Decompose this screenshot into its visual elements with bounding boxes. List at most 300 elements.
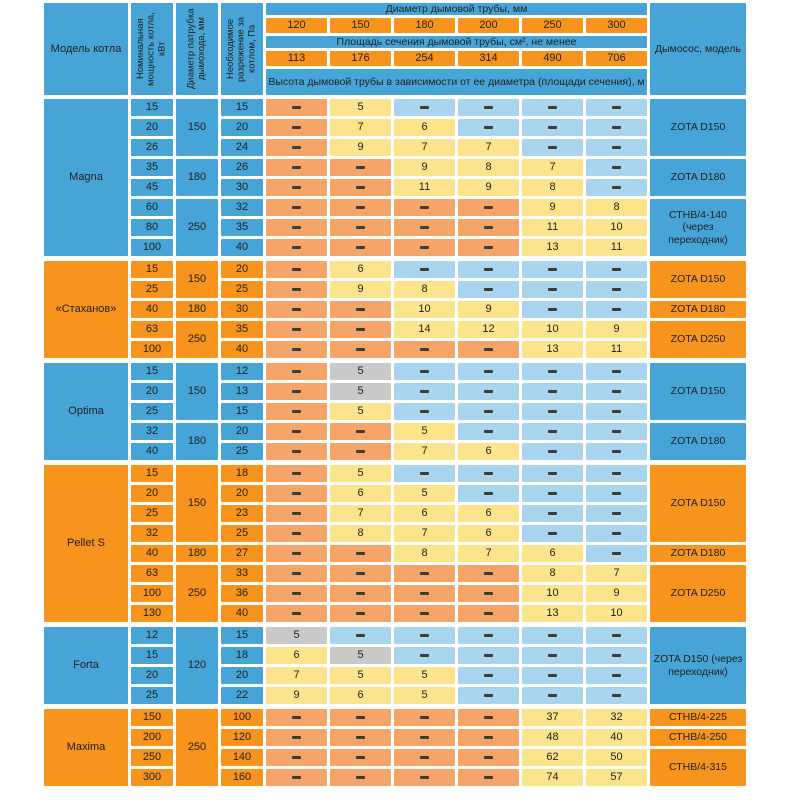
model-cell: «Стаханов» — [44, 261, 128, 358]
dash-icon — [292, 246, 301, 249]
power-cell: 63 — [131, 321, 173, 338]
height-value-cell — [266, 281, 327, 298]
diameter-value: 200 — [458, 18, 519, 33]
power-cell: 15 — [131, 363, 173, 380]
patrubok-cell: 250 — [176, 709, 218, 786]
height-value-cell — [394, 627, 455, 644]
height-value-cell — [394, 341, 455, 358]
height-value-cell: 11 — [586, 239, 647, 256]
vacuum-cell: 36 — [221, 585, 263, 602]
dash-icon — [292, 106, 301, 109]
height-value-cell: 6 — [522, 545, 583, 562]
dash-icon — [420, 370, 429, 373]
dash-icon — [548, 410, 557, 413]
dash-icon — [612, 146, 621, 149]
patrubok-cell: 250 — [176, 565, 218, 622]
patrubok-cell: 180 — [176, 301, 218, 318]
height-value-cell — [586, 647, 647, 664]
height-value-cell — [458, 239, 519, 256]
dash-icon — [612, 512, 621, 515]
dash-icon — [356, 776, 365, 779]
height-value-cell — [458, 465, 519, 482]
height-value-cell — [266, 261, 327, 278]
height-value-cell — [266, 99, 327, 116]
power-header: Номинальная мощность котла, кВт — [131, 3, 173, 95]
model-cell: Optima — [44, 363, 128, 460]
dash-icon — [484, 572, 493, 575]
dash-icon — [420, 736, 429, 739]
diameter-value: 120 — [266, 18, 327, 33]
dash-icon — [292, 186, 301, 189]
height-value-cell — [458, 687, 519, 704]
height-value-cell: 9 — [266, 687, 327, 704]
dash-icon — [292, 206, 301, 209]
dash-icon — [292, 410, 301, 413]
dash-icon — [292, 226, 301, 229]
dash-icon — [292, 716, 301, 719]
height-value-cell: 12 — [458, 321, 519, 338]
dash-icon — [612, 410, 621, 413]
dash-icon — [548, 268, 557, 271]
dash-icon — [612, 106, 621, 109]
height-value-cell — [458, 383, 519, 400]
height-value-cell — [266, 321, 327, 338]
height-value-cell: 7 — [394, 443, 455, 460]
height-value-cell — [522, 99, 583, 116]
power-cell: 32 — [131, 525, 173, 542]
vacuum-cell: 15 — [221, 403, 263, 420]
dash-icon — [292, 348, 301, 351]
dash-icon — [292, 308, 301, 311]
dash-icon — [612, 694, 621, 697]
height-value-cell — [522, 403, 583, 420]
vacuum-cell: 20 — [221, 423, 263, 440]
height-value-cell: 9 — [522, 199, 583, 216]
diameter-value: 150 — [330, 18, 391, 33]
height-value-cell — [266, 341, 327, 358]
dash-icon — [292, 612, 301, 615]
dash-icon — [484, 592, 493, 595]
diameter-value: 300 — [586, 18, 647, 33]
height-value-cell — [266, 465, 327, 482]
height-value-cell — [266, 199, 327, 216]
height-value-cell — [522, 383, 583, 400]
height-value-cell — [586, 667, 647, 684]
vacuum-cell: 27 — [221, 545, 263, 562]
height-value-cell — [394, 403, 455, 420]
table-section — [44, 261, 800, 358]
height-value-cell — [586, 261, 647, 278]
dash-icon — [356, 348, 365, 351]
dash-icon — [356, 716, 365, 719]
dash-icon — [292, 592, 301, 595]
dash-icon — [548, 492, 557, 495]
height-value-cell — [586, 687, 647, 704]
dash-icon — [292, 268, 301, 271]
height-value-cell — [266, 709, 327, 726]
diameter-value: 250 — [522, 18, 583, 33]
power-cell: 25 — [131, 403, 173, 420]
height-value-cell: 10 — [586, 219, 647, 236]
power-cell: 63 — [131, 565, 173, 582]
dash-icon — [292, 288, 301, 291]
height-value-cell: 7 — [458, 139, 519, 156]
height-value-cell — [394, 647, 455, 664]
height-value-cell: 6 — [458, 525, 519, 542]
height-value-cell — [586, 383, 647, 400]
height-value-cell — [458, 485, 519, 502]
dash-icon — [548, 430, 557, 433]
height-value-cell — [266, 423, 327, 440]
dymosos-cell: ZOTA D150 — [650, 261, 746, 298]
dash-icon — [612, 268, 621, 271]
dymosos-cell: ZOTA D180 — [650, 423, 746, 460]
height-value-cell — [266, 139, 327, 156]
vacuum-cell: 20 — [221, 119, 263, 136]
height-value-cell: 11 — [586, 341, 647, 358]
vacuum-cell: 15 — [221, 99, 263, 116]
height-value-cell: 7 — [394, 139, 455, 156]
dash-icon — [420, 716, 429, 719]
power-cell: 80 — [131, 219, 173, 236]
dash-icon — [356, 612, 365, 615]
dash-icon — [484, 226, 493, 229]
height-value-cell: 37 — [522, 709, 583, 726]
height-value-cell — [394, 465, 455, 482]
height-value-cell: 7 — [330, 505, 391, 522]
power-cell: 15 — [131, 465, 173, 482]
dash-icon — [292, 146, 301, 149]
height-value-cell — [330, 585, 391, 602]
dash-icon — [356, 450, 365, 453]
height-value-cell: 9 — [330, 139, 391, 156]
height-value-cell: 5 — [266, 627, 327, 644]
height-value-cell: 32 — [586, 709, 647, 726]
height-value-cell — [458, 627, 519, 644]
patrubok-header: Диаметр патрубка дымохода, мм — [176, 3, 218, 95]
area-value: 314 — [458, 51, 519, 66]
height-value-cell: 8 — [330, 525, 391, 542]
height-value-cell — [522, 261, 583, 278]
height-value-cell: 5 — [330, 403, 391, 420]
vacuum-cell: 22 — [221, 687, 263, 704]
dash-icon — [356, 186, 365, 189]
height-value-cell: 5 — [394, 423, 455, 440]
dymosos-cell: ZOTA D180 — [650, 301, 746, 318]
height-value-cell: 13 — [522, 605, 583, 622]
height-value-cell — [330, 605, 391, 622]
height-value-cell — [266, 769, 327, 786]
diameter-row-label: Диаметр дымовой трубы, мм — [266, 3, 647, 15]
height-value-cell — [586, 485, 647, 502]
height-value-cell — [266, 729, 327, 746]
height-value-cell — [266, 749, 327, 766]
vacuum-cell: 26 — [221, 159, 263, 176]
height-value-cell — [330, 709, 391, 726]
dash-icon — [356, 634, 365, 637]
dash-icon — [484, 634, 493, 637]
patrubok-cell: 180 — [176, 159, 218, 196]
height-value-cell — [458, 585, 519, 602]
patrubok-cell: 150 — [176, 99, 218, 156]
height-value-cell — [394, 729, 455, 746]
height-value-cell: 5 — [330, 99, 391, 116]
model-cell: Maxima — [44, 709, 128, 786]
vacuum-cell: 100 — [221, 709, 263, 726]
height-value-cell — [266, 505, 327, 522]
power-cell: 100 — [131, 239, 173, 256]
height-value-cell — [394, 709, 455, 726]
height-value-cell: 9 — [458, 301, 519, 318]
height-value-cell — [330, 565, 391, 582]
power-cell: 60 — [131, 199, 173, 216]
dash-icon — [420, 634, 429, 637]
height-value-cell: 74 — [522, 769, 583, 786]
height-value-cell: 5 — [330, 465, 391, 482]
height-value-cell — [330, 179, 391, 196]
dash-icon — [612, 674, 621, 677]
power-cell: 15 — [131, 647, 173, 664]
dash-icon — [292, 370, 301, 373]
power-cell: 20 — [131, 383, 173, 400]
dash-icon — [548, 532, 557, 535]
height-value-cell — [266, 179, 327, 196]
dash-icon — [356, 308, 365, 311]
dymosos-cell: СТНВ/4-315 — [650, 749, 746, 786]
power-cell: 26 — [131, 139, 173, 156]
height-value-cell: 9 — [330, 281, 391, 298]
dash-icon — [420, 592, 429, 595]
height-value-cell — [458, 423, 519, 440]
dash-icon — [292, 472, 301, 475]
vacuum-cell: 33 — [221, 565, 263, 582]
height-value-cell — [522, 647, 583, 664]
dash-icon — [292, 572, 301, 575]
vacuum-cell: 13 — [221, 383, 263, 400]
dash-icon — [548, 512, 557, 515]
height-value-cell — [458, 363, 519, 380]
dash-icon — [612, 430, 621, 433]
vacuum-cell: 160 — [221, 769, 263, 786]
power-cell: 40 — [131, 301, 173, 318]
dash-icon — [356, 226, 365, 229]
table-header — [44, 3, 800, 95]
height-value-cell — [586, 99, 647, 116]
height-value-cell — [522, 667, 583, 684]
area-value: 490 — [522, 51, 583, 66]
model-header: Модель котла — [44, 3, 128, 95]
height-value-cell — [266, 219, 327, 236]
chimney-requirements-table — [44, 3, 800, 786]
dash-icon — [292, 552, 301, 555]
height-value-cell — [586, 465, 647, 482]
height-value-cell — [458, 199, 519, 216]
height-value-cell: 6 — [394, 119, 455, 136]
height-value-cell — [586, 505, 647, 522]
dash-icon — [484, 612, 493, 615]
diameter-value: 180 — [394, 18, 455, 33]
dash-icon — [548, 288, 557, 291]
dash-icon — [612, 532, 621, 535]
dash-icon — [420, 268, 429, 271]
height-value-cell — [522, 119, 583, 136]
dash-icon — [484, 492, 493, 495]
area-value: 706 — [586, 51, 647, 66]
height-value-cell: 10 — [522, 321, 583, 338]
height-value-cell: 9 — [586, 321, 647, 338]
dash-icon — [484, 776, 493, 779]
dash-icon — [612, 288, 621, 291]
vacuum-cell: 20 — [221, 261, 263, 278]
height-value-cell — [266, 239, 327, 256]
height-value-cell — [458, 565, 519, 582]
dash-icon — [548, 106, 557, 109]
height-value-cell: 8 — [394, 545, 455, 562]
height-value-cell: 48 — [522, 729, 583, 746]
height-value-cell: 6 — [330, 261, 391, 278]
height-value-cell — [330, 749, 391, 766]
height-value-cell — [458, 769, 519, 786]
height-value-cell — [330, 729, 391, 746]
height-value-cell — [458, 647, 519, 664]
dash-icon — [292, 328, 301, 331]
height-value-cell: 50 — [586, 749, 647, 766]
height-value-cell — [586, 423, 647, 440]
height-value-cell: 5 — [330, 647, 391, 664]
dash-icon — [356, 206, 365, 209]
power-cell: 15 — [131, 99, 173, 116]
height-value-cell — [330, 443, 391, 460]
dash-icon — [612, 492, 621, 495]
dash-icon — [548, 126, 557, 129]
dash-icon — [292, 390, 301, 393]
height-value-cell — [394, 219, 455, 236]
table-section — [44, 99, 800, 256]
dymosos-cell: СТНВ/4-140 (через переходник) — [650, 199, 746, 256]
height-value-cell: 13 — [522, 239, 583, 256]
power-cell: 100 — [131, 585, 173, 602]
dash-icon — [484, 410, 493, 413]
model-cell: Pellet S — [44, 465, 128, 622]
dash-icon — [420, 776, 429, 779]
height-value-cell: 7 — [394, 525, 455, 542]
power-cell: 15 — [131, 261, 173, 278]
power-cell: 20 — [131, 485, 173, 502]
height-value-cell — [522, 505, 583, 522]
dash-icon — [356, 166, 365, 169]
dash-icon — [484, 390, 493, 393]
dash-icon — [292, 126, 301, 129]
height-value-cell — [522, 363, 583, 380]
dash-icon — [420, 756, 429, 759]
height-value-cell: 5 — [394, 485, 455, 502]
dash-icon — [484, 126, 493, 129]
height-value-cell — [394, 769, 455, 786]
vacuum-cell: 30 — [221, 301, 263, 318]
height-value-cell: 8 — [586, 199, 647, 216]
height-value-cell — [266, 443, 327, 460]
dash-icon — [612, 450, 621, 453]
vacuum-cell: 35 — [221, 321, 263, 338]
height-value-cell — [458, 605, 519, 622]
dash-icon — [420, 348, 429, 351]
dash-icon — [420, 226, 429, 229]
height-value-cell — [394, 749, 455, 766]
dymosos-cell: СТНВ/4-225 — [650, 709, 746, 726]
height-value-cell: 5 — [330, 363, 391, 380]
dymosos-cell: ZOTA D150 — [650, 465, 746, 542]
height-value-cell — [330, 199, 391, 216]
dymosos-cell: ZOTA D150 — [650, 363, 746, 420]
height-value-cell: 8 — [522, 565, 583, 582]
height-value-cell — [458, 403, 519, 420]
height-value-cell — [266, 363, 327, 380]
height-value-cell — [330, 627, 391, 644]
vacuum-cell: 35 — [221, 219, 263, 236]
dymosos-cell: ZOTA D180 — [650, 545, 746, 562]
vacuum-cell: 12 — [221, 363, 263, 380]
vacuum-cell: 23 — [221, 505, 263, 522]
height-value-cell — [586, 139, 647, 156]
table-section — [44, 363, 800, 460]
power-cell: 25 — [131, 687, 173, 704]
height-value-cell — [522, 687, 583, 704]
vacuum-cell: 120 — [221, 729, 263, 746]
height-value-cell — [330, 423, 391, 440]
patrubok-cell: 250 — [176, 321, 218, 358]
table-section — [44, 465, 800, 622]
height-value-cell — [330, 769, 391, 786]
dash-icon — [484, 472, 493, 475]
dash-icon — [484, 756, 493, 759]
vacuum-cell: 25 — [221, 281, 263, 298]
dash-icon — [356, 572, 365, 575]
dash-icon — [356, 756, 365, 759]
height-value-cell — [586, 301, 647, 318]
height-value-cell — [266, 301, 327, 318]
height-value-cell — [266, 525, 327, 542]
height-value-cell — [586, 545, 647, 562]
dymosos-header: Дымосос, модель — [650, 3, 746, 95]
height-value-cell — [330, 239, 391, 256]
table-section — [44, 709, 800, 786]
height-value-cell: 7 — [586, 565, 647, 582]
dash-icon — [484, 694, 493, 697]
height-value-cell — [522, 281, 583, 298]
vacuum-cell: 18 — [221, 647, 263, 664]
height-value-cell: 11 — [394, 179, 455, 196]
height-value-cell: 62 — [522, 749, 583, 766]
dash-icon — [356, 246, 365, 249]
dash-icon — [484, 246, 493, 249]
dash-icon — [548, 370, 557, 373]
dash-icon — [292, 756, 301, 759]
dash-icon — [420, 390, 429, 393]
model-cell: Forta — [44, 627, 128, 704]
power-cell: 150 — [131, 709, 173, 726]
height-value-cell — [586, 159, 647, 176]
dash-icon — [292, 512, 301, 515]
dash-icon — [484, 348, 493, 351]
height-value-cell: 5 — [330, 383, 391, 400]
dash-icon — [292, 450, 301, 453]
height-value-cell — [522, 627, 583, 644]
vacuum-cell: 15 — [221, 627, 263, 644]
dash-icon — [612, 472, 621, 475]
dash-icon — [612, 308, 621, 311]
height-value-cell: 14 — [394, 321, 455, 338]
dash-icon — [612, 390, 621, 393]
